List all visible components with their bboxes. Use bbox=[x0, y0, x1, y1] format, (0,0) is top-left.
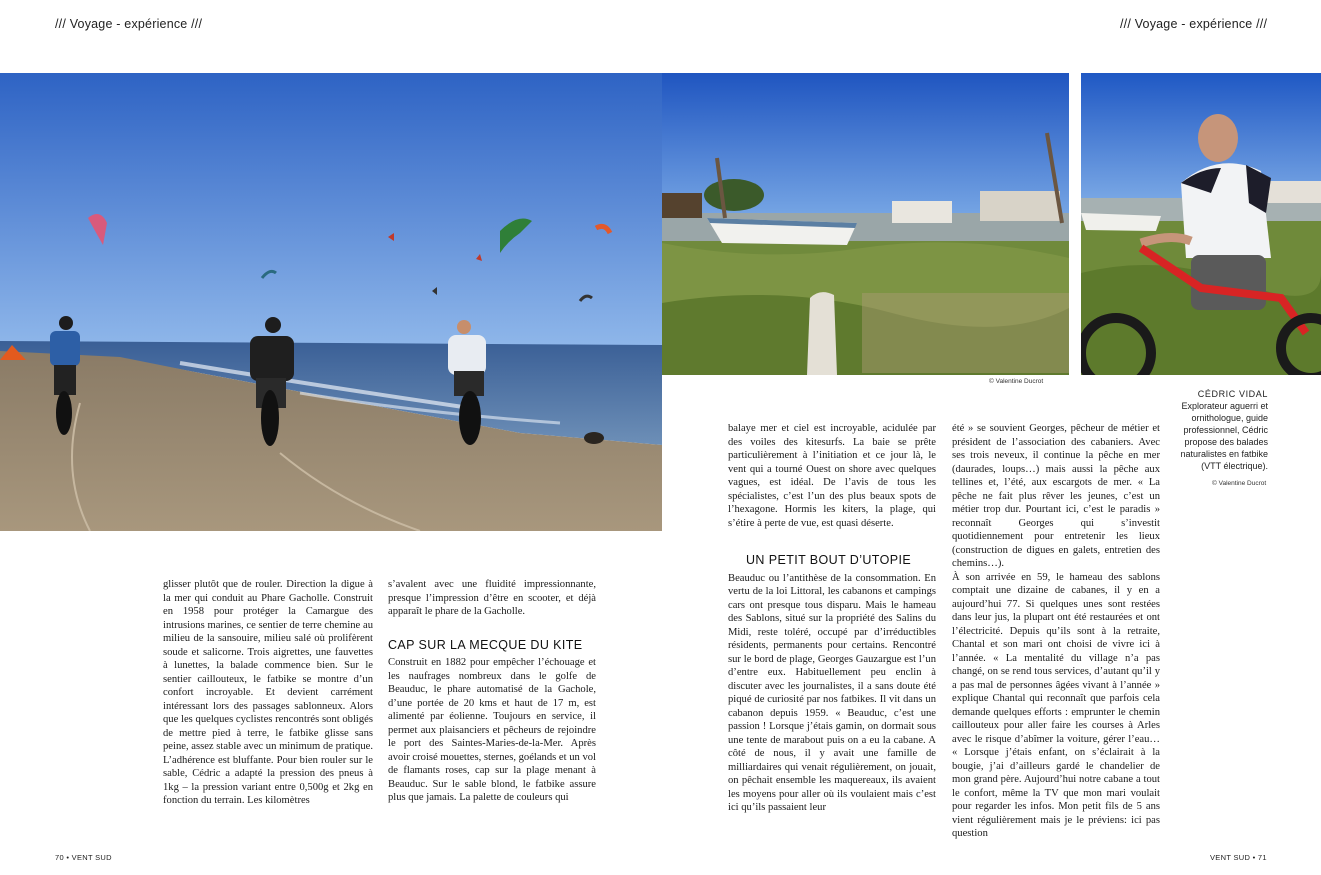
section-heading-utopie: UN PETIT BOUT D’UTOPIE bbox=[746, 553, 912, 567]
caption-line: propose des balades bbox=[1184, 437, 1268, 447]
section-heading-kite: CAP SUR LA MECQUE DU KITE bbox=[388, 637, 583, 652]
caption-line: professionnel, Cédric bbox=[1183, 425, 1268, 435]
article-column-4 bbox=[952, 422, 1160, 841]
caption-line: naturalistes en fatbike bbox=[1180, 449, 1268, 459]
article-column-2 bbox=[388, 578, 596, 805]
portrait-photo bbox=[1081, 73, 1321, 375]
photo-credit-1: © Valentine Ducrot bbox=[989, 378, 1044, 385]
paragraph: balaye mer et ciel est incroyable, acidulée par des voiles des kitesurfs. La baie se prête particulièrement à l’initiation et ce jour là, le vent qui a tourné Ouest on shore avec quelques vagues, est idéal. De l’avis de tous les spécialistes, c’est l’un des plus beaux spots de l’hexagone. Hormis les kiters, la plage, qui s’étire à perte de vue, est quasi déserte. bbox=[728, 423, 936, 529]
article-column-3 bbox=[728, 422, 936, 815]
beach-photo bbox=[0, 73, 662, 531]
caption-name: CÉDRIC VIDAL bbox=[1197, 389, 1268, 399]
paragraph: Construit en 1882 pour empêcher l’échouage et les naufrages nombreux dans le golfe de Beauduc, le phare automatisé de la Gachole, d’une portée de 20 kms et haut de 17 m, est alimenté par éolienne. Toujours en service, il permet aux plaisanciers et pêcheurs de rejoindre le port des Saintes-Maries-de-la-Mer. Après avoir croisé mouettes, sternes, goélands et un vol de flamants roses, cap sur la plage menant à Beauduc. Sur le sable blond, le fatbike assure plus que jamais. La palette de couleurs qui bbox=[388, 657, 596, 803]
caption-line: Explorateur aguerri et bbox=[1181, 401, 1268, 411]
paragraph: Beauduc ou l’antithèse de la consommation. En vertu de la loi Littoral, les cabanons et campings cars ont presque tous disparu. Mais le hameau des Sablons, situé sur la propriété des Salins du Midi, reste toléré, occupé par d’irréductibles résidents, permanents pour certains. Rencontré sur le bord de plage, Georges Gauzargue est l’un d’entre eux. Habituellement peu enclin à discuter avec les journalistes, il a sans doute été piqué de curiosité par nos fatbikes. Il vit dans un cabanon depuis 1959. « Beauduc, c’est une passion ! Lorsque j’étais gamin, on dormait sous une tente de marabout puis on a eu la cabane. A côté de nous, il y avait une famille de milliardaires qui venait régulièrement, on jouait, on pêchait ensemble les maquereaux, ils avaient les moyens pour aller où ils voulaient mais c’est ici qu’ils passaient leur bbox=[728, 572, 936, 813]
paragraph: À son arrivée en 59, le hameau des sablons comptait une dizaine de cabanes, il y en a aujourd’hui 77. Si quelques unes sont restées dans leur jus, la plupart ont été restaurées et ont l’électricité. Depuis qu’ils sont à la retraite, Chantal et son mari ont choisi de vivre ici à l’année. « La mentalité du village n’a pas changé, on se rend tous services, d’autant qu’il y a pas mal de personnes âgées vivant à l’année » explique Chantal qui reconnaît que parfois cela demande quelques efforts : emprunter le chemin caillouteux pour aller faire les courses à Arles avec le risque d’abîmer la voiture, gérer l’eau… « Lorsque j’étais enfant, on s’éclairait à la bougie, j’ai d’ailleurs gardé le chandelier de mon grand père. Aujourd’hui notre cabane a tout le confort, même la TV que mon mari voulait pour regarder les infos. Mon petit fils de 5 ans vient régulièrement mais je le préviens: ici pas question bbox=[952, 571, 1160, 839]
paragraph: été » se souvient Georges, pêcheur de métier et président de l’association des cabaniers. Avec ses trois neveux, il continue la pêche en mer (daurades, loups…) mais aussi la pêche aux tellines et, l’été, aux escargots de mer. « La pêche ne fait plus rêver les jeunes, c’est un métier trop dur. Pourtant ici, c’est le paradis » reconnaît Georges qui s’investit quotidiennement pour entretenir les lieux (construction de digues en galets, entretien des chemins…). bbox=[952, 423, 1160, 569]
caption-line: ornithologue, guide bbox=[1191, 413, 1268, 423]
paragraph: s’avalent avec une fluidité impressionnante, presque l’impression d’être en scooter, et déjà apparaît le phare de la Gacholle. bbox=[388, 579, 596, 617]
section-rubric-right: /// Voyage - expérience /// bbox=[1120, 17, 1268, 31]
page-number-left: 70 • VENT SUD bbox=[55, 853, 112, 862]
photo-credit-2: © Valentine Ducrot bbox=[1212, 480, 1267, 487]
section-rubric-left: /// Voyage - expérience /// bbox=[55, 17, 203, 31]
caption-line: (VTT électrique). bbox=[1201, 461, 1268, 471]
article-column-1 bbox=[163, 578, 373, 808]
paragraph: glisser plutôt que de rouler. Direction la digue à la mer qui conduit au Phare Gacholle. Construit en 1958 pour protéger la Camargue des intrusions marines, ce sentier de terre chemine au milieu de la sansouire, milieu salé où prolifèrent soude et salicorne. Trois aigrettes, une fauvettes à lunettes, la balade commence bien. Sur le sentier caillouteux, le fatbike se montre d’un confort incroyable. Et devient carrément intéressant lors des passages sablonneux. Alors que les quelques cyclistes rencontrés sont obligés de mettre pied à terre, le fatbike glisse sans peine, assez stable avec un minimum de pratique. L’adhérence est bluffante. Pour bien rouler sur le sable, Cédric a adapté la pression des pneus à 1kg – la pression variant entre 0,500g et 2kg en fonction du terrain. Les kilomètres bbox=[163, 579, 373, 806]
cabane-photo bbox=[662, 73, 1069, 375]
page-number-right: VENT SUD • 71 bbox=[1210, 853, 1267, 862]
